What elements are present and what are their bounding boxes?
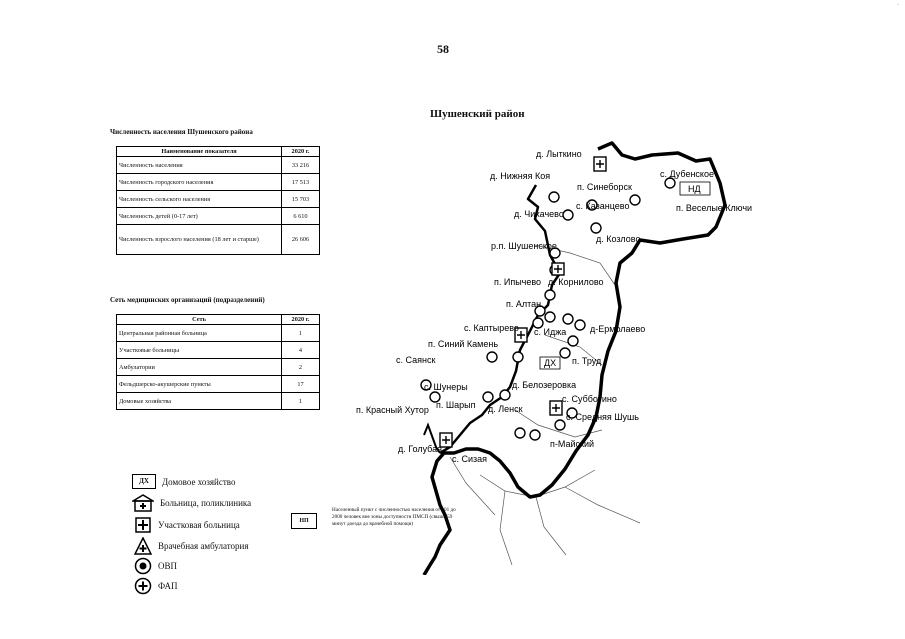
label-lytkino: д. Лыткино <box>536 149 582 159</box>
table-cell: Численность взрослого населения (18 лет и старше) <box>117 225 282 255</box>
label-shunery: с. Шунеры <box>424 382 468 392</box>
table-cell: Участковые больницы <box>117 342 282 359</box>
population-table <box>116 146 320 255</box>
district-map <box>340 135 780 575</box>
label-nizhnyaya-koya: д. Нижняя Коя <box>490 171 551 181</box>
nd-box-label: НД <box>688 184 701 194</box>
table-cell: Фельдшерско-акушерские пункты <box>117 376 282 393</box>
label-siniy-kamen: п. Синий Камень <box>428 339 499 349</box>
table-cell: Амбулатории <box>117 359 282 376</box>
label-kornilovo: д. Корнилово <box>548 277 604 287</box>
label-kozlovo: д. Козлово <box>596 234 641 244</box>
table-cell: Домовые хозяйства <box>117 393 282 410</box>
network-table-title: Сеть медицинских организаций (подразделений) <box>110 296 265 304</box>
legend-label: ФАП <box>158 581 178 591</box>
header-cell: Наименование показателя <box>117 147 282 157</box>
label-sayansk: с. Саянск <box>396 355 436 365</box>
table-row <box>117 376 320 393</box>
table-row <box>117 393 320 410</box>
table-row <box>117 174 320 191</box>
label-mayskiy: п-Майский <box>550 439 594 449</box>
ovp-icon <box>134 557 152 575</box>
legend-label: Врачебная амбулатория <box>158 541 249 551</box>
table-row <box>117 157 320 174</box>
corner-mark: · <box>897 2 899 8</box>
fap-icon <box>134 577 152 595</box>
header-cell: 2020 г. <box>282 147 320 157</box>
table-cell: 1 <box>282 393 320 410</box>
label-trud: п. Труд <box>572 356 602 366</box>
table-row <box>117 342 320 359</box>
table-cell: Численность детей (0-17 лет) <box>117 208 282 225</box>
table-header-row <box>117 315 320 325</box>
home-box-icon: ДХ <box>132 474 156 489</box>
legend-item-district-hospital <box>134 516 240 534</box>
table-cell: 33 216 <box>282 157 320 174</box>
district-hospital-icon <box>134 516 152 534</box>
table-row <box>117 191 320 208</box>
table-cell: Численность городского населения <box>117 174 282 191</box>
label-sineborsk: п. Синеборск <box>577 182 632 192</box>
label-veselye-klyuchi: п. Веселые Ключи <box>676 203 753 213</box>
label-dubenskoe: с. Дубенское <box>660 169 714 179</box>
table-cell: 2 <box>282 359 320 376</box>
legend-item-ambulatory <box>134 537 249 555</box>
label-lensk: д. Ленск <box>488 404 523 414</box>
table-cell: 15 703 <box>282 191 320 208</box>
label-altan: п. Алтан <box>506 299 542 309</box>
table-cell: 1 <box>282 325 320 342</box>
legend-label: Участковая больница <box>158 520 240 530</box>
label-kazantsevo: с. Казанцево <box>576 201 630 211</box>
table-header-row <box>117 147 320 157</box>
legend-item-fap <box>134 577 178 595</box>
legend-label: ОВП <box>158 561 178 571</box>
ambulatory-icon <box>134 537 152 555</box>
label-sizaya: с. Сизая <box>452 454 488 464</box>
population-table-title: Численность населения Шушенского района <box>110 128 253 136</box>
table-cell: 26 606 <box>282 225 320 255</box>
table-cell: Численность сельского населения <box>117 191 282 208</box>
header-cell: 2020 г. <box>282 315 320 325</box>
page-number: 58 <box>437 42 449 56</box>
label-chikhachevo: д. Чихачево <box>514 209 564 219</box>
label-sharyp: п. Шарып <box>436 400 476 410</box>
label-subbotino: с. Субботино <box>562 394 617 404</box>
label-shushenskoe: р.п. Шушенское <box>491 241 557 251</box>
label-krasny-khutor: п. Красный Хутор <box>356 405 429 415</box>
legend-item-ovp <box>134 557 177 575</box>
settlement-legend-text: Населенный пункт с численностью населения от 101 до 2000 человек вне зоны доступности ПМСП (свыше 59 минут доезда до врачебной помощи) <box>332 507 456 527</box>
legend-item-hospital <box>132 494 251 512</box>
table-cell: 4 <box>282 342 320 359</box>
map-title: Шушенский район <box>430 108 525 120</box>
table-cell: Центральная районная больница <box>117 325 282 342</box>
label-belozerovka: д. Белозеровка <box>512 380 577 390</box>
table-row <box>117 359 320 376</box>
legend-item-home <box>132 474 236 489</box>
hospital-icon <box>132 494 154 512</box>
table-cell: Численность населения <box>117 157 282 174</box>
legend-label: Больница, поликлиника <box>160 498 252 508</box>
settlement-box-icon: НП <box>291 513 317 529</box>
header-cell: Сеть <box>117 315 282 325</box>
table-cell: 17 <box>282 376 320 393</box>
table-row <box>117 225 320 255</box>
label-idzha: с. Иджа <box>534 327 567 337</box>
label-kaptyrevo: с. Каптырево <box>464 323 519 333</box>
label-ipichevo: п. Ипычево <box>494 277 542 287</box>
legend-label: Домовое хозяйство <box>162 476 236 487</box>
table-row <box>117 325 320 342</box>
label-srednyaya-shush: с. Средняя Шушь <box>566 412 639 422</box>
table-cell: 17 513 <box>282 174 320 191</box>
label-ermolaevo: д-Ермолаево <box>590 324 646 334</box>
table-row <box>117 208 320 225</box>
dx-box-label: ДХ <box>544 358 557 368</box>
network-table <box>116 314 320 410</box>
table-cell: 6 610 <box>282 208 320 225</box>
label-golubaya: д. Голубая <box>398 444 443 454</box>
